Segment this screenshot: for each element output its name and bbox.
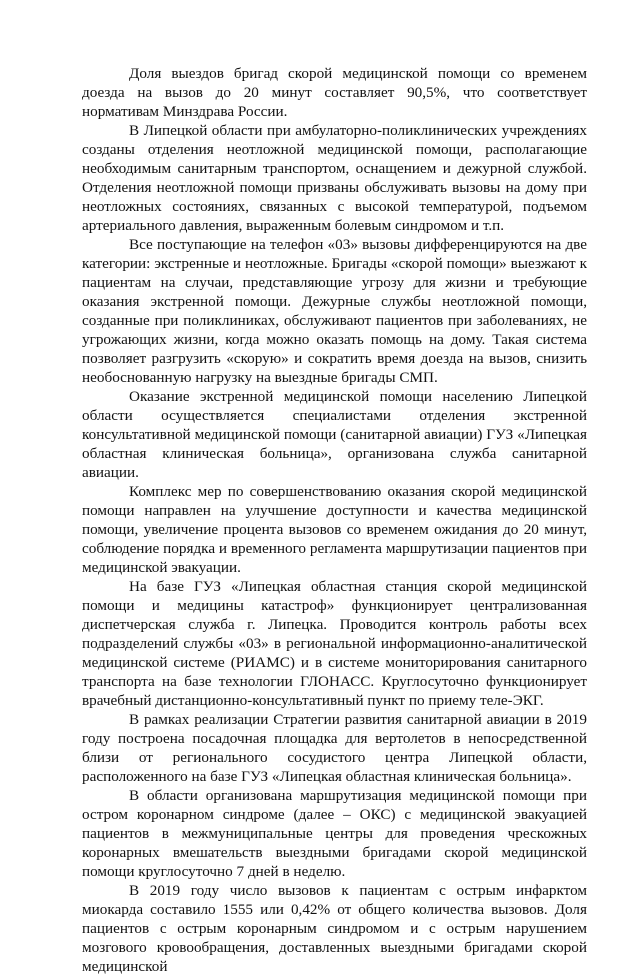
paragraph-urgent-care-units: В Липецкой области при амбулаторно-поликлинических учреждениях созданы отделения неотложной медицинской помощи, располагающие необходимым санитарным транспортом, оснащением и дежурной службой. Отделения неотложной помощи призваны обслуживать вызовы на дому при неотложных состояниях, связанных с высокой температурой, подъемом артериального давления, выраженным болевым синдромом и т.п. (82, 122, 587, 234)
paragraph-improvement-measures: Комплекс мер по совершенствованию оказания скорой медицинской помощи направлен на улучшение доступности и качества медицинской помощи, увеличение процента вызовов со временем ожидания до 20 минут, соблюдение порядка и временного регламента маршрутизации пациентов при медицинской эвакуации. (82, 483, 587, 576)
document-page (82, 64, 587, 976)
paragraph-response-time: Доля выездов бригад скорой медицинской помощи со временем доезда на вызов до 20 минут составляет 90,5%, что соответствует нормативам Минздрава России. (82, 65, 587, 120)
paragraph-dispatch-service: На базе ГУЗ «Липецкая областная станция скорой медицинской помощи и медицины катастроф» функционирует централизованная диспетчерская служба г. Липецка. Проводится контроль работы всех подразделений службы «03» в региональной информационно-аналитической медицинской системе (РИАМС) и в системе мониторирования санитарного транспорта на базе технологии ГЛОНАСС. Круглосуточно функционирует врачебный дистанционно-консультативный пункт по приему теле-ЭКГ. (82, 578, 587, 709)
paragraph-myocardial-infarction-stats: В 2019 году число вызовов к пациентам с острым инфарктом миокарда составило 1555 или 0,42% от общего количества вызовов. Доля пациентов с острым коронарным синдромом и с острым нарушением мозгового кровообращения, доставленных выездными бригадами скорой медицинской (82, 882, 587, 975)
paragraph-emergency-aviation: Оказание экстренной медицинской помощи населению Липецкой области осуществляется специалистами отделения экстренной консультативной медицинской помощи (санитарной авиации) ГУЗ «Липецкая областная клиническая больница», организована служба санитарной авиации. (82, 388, 587, 481)
paragraph-helipad: В рамках реализации Стратегии развития санитарной авиации в 2019 году построена посадочная площадка для вертолетов в непосредственной близи от регионального сосудистого центра Липецкой области, расположенного на базе ГУЗ «Липецкая областная клиническая больница». (82, 711, 587, 785)
paragraph-call-differentiation: Все поступающие на телефон «03» вызовы дифференцируются на две категории: экстренные и неотложные. Бригады «скорой помощи» выезжают к пациентам на случаи, представляющие угрозу для жизни и требующие оказания экстренной помощи. Дежурные службы неотложной помощи, созданные при поликлиниках, обслуживают пациентов при заболеваниях, не угрожающих жизни, когда можно оказать помощь на дому. Такая система позволяет разгрузить «скорую» и сократить время доезда на вызов, снизить необоснованную нагрузку на выездные бригады СМП. (82, 236, 587, 386)
paragraph-acs-routing: В области организована маршрутизация медицинской помощи при остром коронарном синдроме (далее – ОКС) с медицинской эвакуацией пациентов в межмуниципальные центры для проведения чрескожных коронарных вмешательств выездными бригадами скорой медицинской помощи круглосуточно 7 дней в неделю. (82, 787, 587, 880)
